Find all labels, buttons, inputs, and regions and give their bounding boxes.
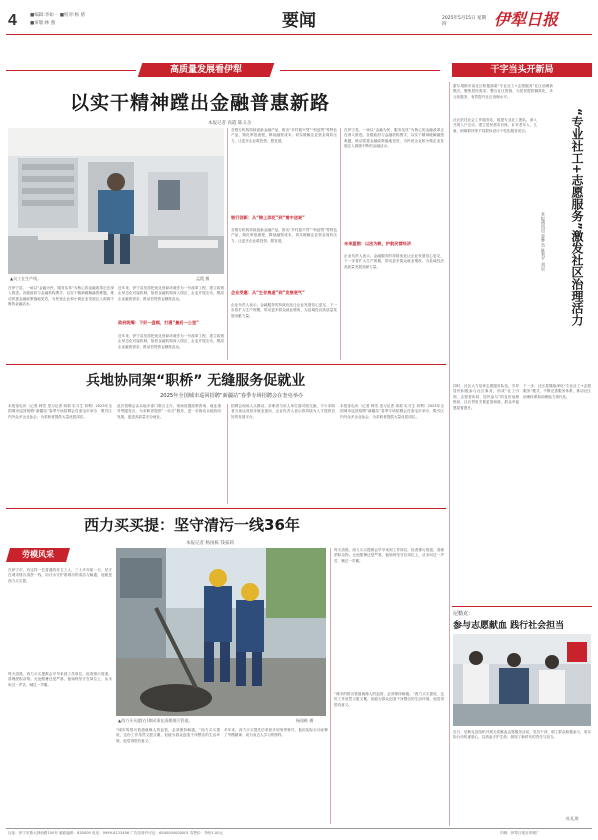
article-1-body: 近年来，伊宁县坚持把优化营商环境作为一号改革工程，建立政银企常态化对接机制，组织金融机构深入园区、企业开展走访，摸清企业融资需求，推动信贷资金精准直达。 xyxy=(118,334,224,349)
section-divider xyxy=(6,508,446,509)
article-3-body: 每天清晨，西力买买提都会早早来到工作岗位，检查排污管道，清理淤积杂物。无论酷暑还是严寒，他始终坚守在岗位上，从未叫过一声苦、喊过一声累。 xyxy=(334,548,444,563)
photo-credit: 孟霞 摄 xyxy=(196,276,210,281)
factory-photo xyxy=(8,128,224,274)
article-3-byline: 本报记者 杨国栋 钱家莉 xyxy=(186,541,234,546)
article-1-body: 在伊宁县，一场以“金融为民、服务实体”为核心的金融改革正在深入推进。各级政府与金融机构携手，以实干精神破解融资难题，推动普惠金融政策落地见效，为民营企业和小微企业发展注入源源不断的金融活水。 xyxy=(344,128,444,149)
sidebar-body: 社区依托社会工作服务站，组建专业社工团队，深入开展入户走访，建立居民需求台账，针对老年人、儿童、困难群体等不同群体设计个性化服务项目。 xyxy=(453,118,537,133)
sidebar-body: 霍尔果斯市某社区积极探索“专业社工+志愿服务”社区治理新模式，聚焦居民需求，整合社区资源，为居民提供精准化、多元化服务，有效提升社区治理水平。 xyxy=(453,84,553,99)
sidebar-rule xyxy=(449,82,450,826)
sidebar-divider xyxy=(452,606,592,607)
article-1-body: 企业负责人表示，金融服务的持续优化让企业发展信心更足，下一步将扩大生产规模，带动更多群众就业增收，为县域经济高质量发展贡献力量。 xyxy=(344,254,444,269)
header-rule xyxy=(6,34,592,35)
article-2-body: 此次招聘会由兵地多部门联合主办，现场设置政策咨询、就业指导等服务区，为求职者提供“一站式”服务，进一步推动兵地协同发展，促进高质量充分就业。 xyxy=(117,404,221,419)
column-rule xyxy=(330,548,331,824)
subhead: 未来蓝图：以法为帆，护航民营经济 xyxy=(344,241,412,246)
article-2-body: 本报奎屯讯（记者 韩雪 见习记者 周莉 实习生 刘利）2025年全国城市巡回招聘“新疆站”春季专场招聘会在奎屯市举办，吸引区内外众多企业参会，为求职者提供大量优质岗位。 xyxy=(340,404,444,419)
article-1-body: 在伊宁县，一场以“金融为民、服务实体”为核心的金融改革正在深入推进。各级政府与金融机构携手，以实干精神破解融资难题，推动普惠金融政策落地见效，为民营企业和小微企业发展注入源源不断的金融活水。 xyxy=(8,286,114,307)
column-rule xyxy=(340,128,341,360)
blood-donation-drawing xyxy=(453,634,591,726)
issue-date: 2025年5月15日 星期四 xyxy=(442,16,486,27)
sidebar-body: 同时，社区大力培育志愿服务队伍，引导居民积极参与社区事务，形成“社工引领、志愿者协同、居民参与”的良好治理格局，社区邻里关系更加和谐，群众幸福感显著提升。 xyxy=(453,384,519,410)
sidebar-body: 下一步，社区将继续深化“专业社工+志愿服务”模式，不断完善服务体系，推动社区治理体系和治理能力现代化。 xyxy=(523,384,591,399)
section-title: 要闻 xyxy=(282,11,316,31)
banner-left: 高质量发展看伊犁 xyxy=(169,65,242,75)
model-worker-badge: 劳模风采 xyxy=(22,550,54,559)
photo-credit: 杨国栋 摄 xyxy=(296,718,314,723)
section-divider xyxy=(6,364,446,365)
banner-rule xyxy=(280,70,440,71)
photo-caption: ▲员工在生产线。 xyxy=(10,276,42,281)
article-2-body: 本报奎屯讯（记者 韩雪 见习记者 周莉 实习生 刘利）2025年全国城市巡回招聘“新疆站”春季专场招聘会在奎屯市举办，吸引区内外众多企业参会，为求职者提供大量优质岗位。 xyxy=(8,404,112,419)
article-3-body: “城市的排污管道就像人的血管，必须保持畅通。”西力买买提说，这份工作虽然又脏又累，但能为群众创造干净整洁的生活环境，他觉得很有意义。 xyxy=(334,692,444,707)
sidebar-bottom-body: 近日，尼勒克县组织开展无偿献血志愿服务活动，党员干部、职工群众积极参与，用实际行动传递爱心，以热血守护生命，展现了新时代的责任与担当。 xyxy=(453,730,591,740)
subhead: 银行创新：从“锦上添花”到“雪中送炭” xyxy=(231,215,305,220)
footer-printer: 印刷：伊犁日报社印刷厂 xyxy=(500,831,540,835)
article-3-body: “城市的排污管道就像人的血管，必须保持畅通。”西力买买提说，这份工作虽然又脏又累，但能为群众创造干净整洁的生活环境，他觉得很有意义。 xyxy=(116,728,220,743)
banner-right: 干字当头开新局 xyxy=(452,63,592,77)
article-1-body: 近年来，伊宁县坚持把优化营商环境作为一号改革工程，建立政银企常态化对接机制，组织金融机构深入园区、企业开展走访，摸清企业融资需求，推动信贷资金精准直达。 xyxy=(118,286,224,301)
footer-rule xyxy=(6,828,592,829)
article-1-body: 各银行机构持续创新金融产品，推出“乡村振兴贷”“科创贷”等特色产品，简化审批流程，降低融资成本，切实缓解企业资金周转压力，让更多企业敢投资、愿发展。 xyxy=(231,228,337,243)
worker-photo xyxy=(116,548,326,716)
article-2-body: 招聘会现场人头攒动，求职者与用人单位面对面交流，不少求职者当场达成初步就业意向，企业负责人表示将持续为人才提供良好的发展平台。 xyxy=(231,404,335,419)
banner-rule xyxy=(6,70,136,71)
sidebar-kicker: 尼勒克： xyxy=(453,611,474,617)
subhead: 企业受惠：从“生存焦虑”到“发展底气” xyxy=(231,290,305,295)
editors-info: ■编辑:李如一 ■校对:杨 倩 xyxy=(30,13,85,18)
article-3-body: 多年来，西力买买提先后荣获多项荣誉称号，他用实际行动诠释了劳模精神，成为身边人学习的榜样。 xyxy=(224,728,328,738)
article-3-body: 每天清晨，西力买买提都会早早来到工作岗位，检查排污管道，清理淤积杂物。无论酷暑还是严寒，他始终坚守在岗位上，从未叫过一声苦、喊过一声累。 xyxy=(8,672,112,687)
worker-photo-drawing xyxy=(116,548,326,716)
sidebar-byline: 本报通讯员 蒙梦杰 陈利平 刘辰 xyxy=(541,212,546,271)
page-number: 4 xyxy=(8,12,17,29)
editors-info-2: ■审版:林 燕 xyxy=(30,21,56,26)
factory-photo-drawing xyxy=(8,128,224,274)
article-1-body: 企业负责人表示，金融服务的持续优化让企业发展信心更足，下一步将扩大生产规模，带动更多群众就业增收，为县域经济高质量发展贡献力量。 xyxy=(231,303,337,318)
article-1-title: 以实干精神蹚出金融普惠新路 xyxy=(70,92,331,114)
subhead: 政府统筹：下好一盘棋，打通“最后一公里” xyxy=(118,320,199,325)
photo-caption: ▲西力买买提(右)和同事在清理排污管道。 xyxy=(118,718,193,723)
column-rule xyxy=(227,404,228,504)
footer-info: 社址：伊宁市斯大林西路100号 邮政编码：835000 电话：0999-8123456 广告经营许可证：6540004000001 零售价：每份1.00元 xyxy=(8,831,224,835)
article-3-title: 西力买买提：坚守清污一线36年 xyxy=(84,516,300,534)
sidebar-bottom-title: 参与志愿献血 践行社会担当 xyxy=(453,621,565,631)
article-2-subtitle: 2025年全国城市巡回招聘“新疆站”春季专场招聘会在奎屯举办 xyxy=(160,393,304,399)
sidebar-vertical-title: “专业社工+志愿服务”激发社区治理活力 xyxy=(570,108,584,326)
blood-donation-photo xyxy=(453,634,591,726)
page-header xyxy=(0,0,598,42)
article-1-byline: 本报记者 高霞 陈义舍 xyxy=(208,121,252,126)
newspaper-logo: 伊犁日报 xyxy=(494,10,559,29)
article-1-body: 各银行机构持续创新金融产品，推出“乡村振兴贷”“科创贷”等特色产品，简化审批流程，降低融资成本，切实缓解企业资金周转压力，让更多企业敢投资、愿发展。 xyxy=(231,128,337,143)
column-rule xyxy=(227,128,228,360)
article-2-title: 兵地协同架“职桥” 无缝服务促就业 xyxy=(86,373,306,389)
sidebar-bottom-credit: 杜礼琪 xyxy=(566,816,579,821)
article-3-body: 在伊宁市，有这样一位普通的环卫工人，三十多年如一日，坚守在城市排污清淤一线，用汗水守护着城市的清洁与畅通，他就是西力买买提。 xyxy=(8,568,112,583)
